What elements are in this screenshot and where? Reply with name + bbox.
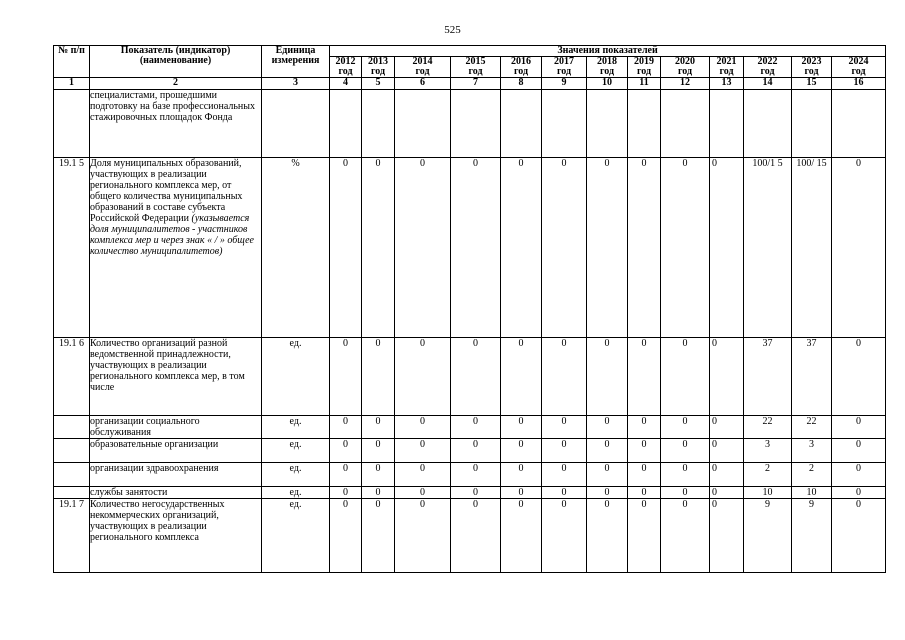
- value-2012: 0: [330, 338, 362, 416]
- table-row: [54, 487, 886, 499]
- value-2015: 0: [451, 158, 501, 338]
- value-2023: 10: [792, 487, 832, 499]
- value-2024: 0: [832, 439, 886, 463]
- column-number: 16: [832, 78, 886, 90]
- value-2018: 0: [587, 158, 628, 338]
- column-number: 11: [628, 78, 661, 90]
- value-2020: 0: [661, 499, 710, 573]
- header-year-value: 2012: [335, 56, 356, 67]
- header-year-2019: [628, 57, 661, 78]
- table-body: [54, 90, 886, 573]
- value-2017: 0: [542, 463, 587, 487]
- value-2013: 0: [362, 439, 395, 463]
- value-2014: 0: [395, 338, 451, 416]
- header-year-2012: [330, 57, 362, 78]
- value-2014: 0: [395, 463, 451, 487]
- value-2013: [362, 90, 395, 158]
- unit: ед.: [262, 463, 330, 487]
- header-year-suffix: год: [338, 66, 353, 77]
- header-year-suffix: год: [719, 66, 734, 77]
- indicator-name: [90, 416, 262, 439]
- value-2017: 0: [542, 487, 587, 499]
- column-number: 6: [395, 78, 451, 90]
- value-2019: 0: [628, 439, 661, 463]
- value-2021: 0: [710, 499, 744, 573]
- unit: ед.: [262, 439, 330, 463]
- value-2016: [501, 90, 542, 158]
- header-year-suffix: год: [760, 66, 775, 77]
- value-2017: 0: [542, 158, 587, 338]
- value-2016: 0: [501, 158, 542, 338]
- value-2013: 0: [362, 158, 395, 338]
- unit: ед.: [262, 499, 330, 573]
- column-numbers-row: [54, 78, 886, 90]
- header-year-suffix: год: [468, 66, 483, 77]
- value-2014: 0: [395, 416, 451, 439]
- column-number: 8: [501, 78, 542, 90]
- value-2018: [587, 90, 628, 158]
- row-number: 19.1 7: [54, 499, 90, 573]
- header-year-suffix: год: [677, 66, 693, 77]
- table-row: [54, 158, 886, 338]
- table-row: [54, 90, 886, 158]
- column-number: 10: [587, 78, 628, 90]
- indicator-name-text: специалистами, прошедшими подготовку на базе профессиональных стажировочных площадок Фонда: [90, 90, 255, 123]
- value-2015: 0: [451, 338, 501, 416]
- row-number: [54, 90, 90, 158]
- value-2018: 0: [587, 463, 628, 487]
- unit: ед.: [262, 338, 330, 416]
- column-number: 14: [744, 78, 792, 90]
- value-2015: [451, 90, 501, 158]
- header-year-suffix: год: [370, 66, 386, 77]
- value-2023: 9: [792, 499, 832, 573]
- value-2014: 0: [395, 487, 451, 499]
- value-2014: [395, 90, 451, 158]
- header-year-2016: [501, 57, 542, 78]
- value-2012: [330, 90, 362, 158]
- column-number: 13: [710, 78, 744, 90]
- unit: [262, 90, 330, 158]
- header-year-2020: [661, 57, 710, 78]
- header-year-2024: [832, 57, 886, 78]
- column-number: 1: [54, 78, 90, 90]
- value-2014: 0: [395, 158, 451, 338]
- column-number: 2: [90, 78, 262, 90]
- value-2016: 0: [501, 439, 542, 463]
- indicator-name-text: образовательные организации: [90, 439, 219, 450]
- value-2017: 0: [542, 338, 587, 416]
- table-row: [54, 439, 886, 463]
- indicator-name-text: Количество негосударственных некоммерческих организаций, участвующих в реализации регионального комплекса: [90, 499, 225, 543]
- column-number: 7: [451, 78, 501, 90]
- value-2016: 0: [501, 338, 542, 416]
- indicator-name: [90, 439, 262, 463]
- header-year-suffix: год: [513, 66, 529, 77]
- row-number: [54, 439, 90, 463]
- value-2014: 0: [395, 499, 451, 573]
- column-number: 3: [262, 78, 330, 90]
- value-2015: 0: [451, 463, 501, 487]
- indicator-name-note: (указывается доля муниципалитетов - участников комплекса мер и через знак « / » общее количество муниципалитетов): [90, 213, 254, 257]
- header-year-2021: [710, 57, 744, 78]
- value-2022: 22: [744, 416, 792, 439]
- value-2021: 0: [710, 416, 744, 439]
- header-year-2013: [362, 57, 395, 78]
- value-2021: 0: [710, 463, 744, 487]
- header-year-2018: [587, 57, 628, 78]
- header-year-suffix: год: [636, 66, 652, 77]
- value-2024: 0: [832, 416, 886, 439]
- header-year-2015: [451, 57, 501, 78]
- value-2015: 0: [451, 416, 501, 439]
- indicator-name: [90, 338, 262, 416]
- value-2020: [661, 90, 710, 158]
- value-2012: 0: [330, 463, 362, 487]
- value-2012: 0: [330, 158, 362, 338]
- value-2012: 0: [330, 439, 362, 463]
- header-year-value: 2019: [634, 56, 654, 67]
- value-2020: 0: [661, 158, 710, 338]
- column-number: 12: [661, 78, 710, 90]
- unit: ед.: [262, 416, 330, 439]
- header-indicator: Показатель (индикатор) (наименование): [90, 46, 262, 78]
- value-2016: 0: [501, 487, 542, 499]
- value-2020: 0: [661, 416, 710, 439]
- value-2013: 0: [362, 338, 395, 416]
- value-2023: 22: [792, 416, 832, 439]
- value-2022: 2: [744, 463, 792, 487]
- value-2022: 3: [744, 439, 792, 463]
- value-2017: 0: [542, 439, 587, 463]
- value-2021: [710, 90, 744, 158]
- value-2015: 0: [451, 499, 501, 573]
- page-number: 525: [444, 24, 461, 36]
- row-number: 19.1 5: [54, 158, 90, 338]
- column-number: 4: [330, 78, 362, 90]
- value-2020: 0: [661, 463, 710, 487]
- value-2021: 0: [710, 487, 744, 499]
- indicator-name-text: Доля муниципальных образований, участвующих в реализации регионального комплекса мер, от общего количества муниципальных образований в составе субъекта Российской Федерации: [90, 158, 243, 224]
- header-values-group: Значения показателей: [330, 46, 886, 57]
- row-number: [54, 416, 90, 439]
- value-2017: 0: [542, 499, 587, 573]
- header-year-2017: [542, 57, 587, 78]
- header-num: № п/п: [54, 46, 90, 78]
- header-year-value: 2016: [511, 56, 531, 67]
- value-2023: 3: [792, 439, 832, 463]
- indicator-name-text: организации здравоохранения: [90, 463, 219, 474]
- column-number: 9: [542, 78, 587, 90]
- header-unit: Единица измерения: [262, 46, 330, 78]
- value-2019: 0: [628, 338, 661, 416]
- header-year-suffix: год: [415, 66, 430, 77]
- header-year-2014: [395, 57, 451, 78]
- header-year-value: 2021: [716, 56, 737, 67]
- value-2020: 0: [661, 439, 710, 463]
- header-year-2023: [792, 57, 832, 78]
- value-2024: 0: [832, 338, 886, 416]
- header-year-value: 2014: [412, 56, 433, 67]
- row-number: [54, 487, 90, 499]
- table-row: [54, 416, 886, 439]
- value-2016: 0: [501, 416, 542, 439]
- row-number: [54, 463, 90, 487]
- value-2018: 0: [587, 439, 628, 463]
- header-year-suffix: год: [599, 66, 615, 77]
- value-2023: 37: [792, 338, 832, 416]
- value-2012: 0: [330, 499, 362, 573]
- value-2016: 0: [501, 463, 542, 487]
- unit: %: [262, 158, 330, 338]
- value-2023: 100/ 15: [792, 158, 832, 338]
- value-2024: [832, 90, 886, 158]
- table-row: [54, 338, 886, 416]
- value-2013: 0: [362, 487, 395, 499]
- value-2023: 2: [792, 463, 832, 487]
- value-2018: 0: [587, 338, 628, 416]
- value-2014: 0: [395, 439, 451, 463]
- indicator-name: [90, 487, 262, 499]
- value-2017: 0: [542, 416, 587, 439]
- value-2019: 0: [628, 499, 661, 573]
- header-row-1: [54, 46, 886, 57]
- value-2019: 0: [628, 158, 661, 338]
- value-2013: 0: [362, 416, 395, 439]
- value-2013: 0: [362, 463, 395, 487]
- indicator-name: [90, 90, 262, 158]
- value-2021: 0: [710, 338, 744, 416]
- unit: ед.: [262, 487, 330, 499]
- value-2018: 0: [587, 499, 628, 573]
- indicator-name: [90, 499, 262, 573]
- header-year-suffix: год: [556, 66, 572, 77]
- value-2022: 10: [744, 487, 792, 499]
- value-2012: 0: [330, 416, 362, 439]
- value-2013: 0: [362, 499, 395, 573]
- value-2023: [792, 90, 832, 158]
- value-2019: [628, 90, 661, 158]
- value-2024: 0: [832, 487, 886, 499]
- row-number: 19.1 6: [54, 338, 90, 416]
- header-year-value: 2024: [848, 56, 869, 67]
- value-2024: 0: [832, 158, 886, 338]
- indicator-name-text: Количество организаций разной ведомственной принадлежности, участвующих в реализации регионального комплекса мер, в том числе: [90, 338, 245, 393]
- value-2020: 0: [661, 487, 710, 499]
- value-2015: 0: [451, 487, 501, 499]
- value-2021: 0: [710, 158, 744, 338]
- value-2017: [542, 90, 587, 158]
- value-2020: 0: [661, 338, 710, 416]
- header-year-value: 2015: [465, 56, 486, 67]
- indicator-name-text: организации социального обслуживания: [90, 416, 200, 438]
- value-2012: 0: [330, 487, 362, 499]
- value-2024: 0: [832, 499, 886, 573]
- value-2022: 37: [744, 338, 792, 416]
- column-number: 5: [362, 78, 395, 90]
- indicator-name: [90, 158, 262, 338]
- value-2015: 0: [451, 439, 501, 463]
- header-year-value: 2017: [554, 56, 574, 67]
- header-year-suffix: год: [851, 66, 866, 77]
- header-year-value: 2013: [368, 56, 388, 67]
- value-2016: 0: [501, 499, 542, 573]
- header-year-value: 2018: [597, 56, 617, 67]
- header-year-2022: [744, 57, 792, 78]
- header-year-suffix: год: [804, 66, 819, 77]
- value-2021: 0: [710, 439, 744, 463]
- table-row: [54, 499, 886, 573]
- header-year-value: 2022: [757, 56, 778, 67]
- value-2019: 0: [628, 487, 661, 499]
- value-2019: 0: [628, 463, 661, 487]
- value-2022: [744, 90, 792, 158]
- value-2018: 0: [587, 416, 628, 439]
- indicator-name: [90, 463, 262, 487]
- table-row: [54, 463, 886, 487]
- indicators-table: [53, 45, 886, 573]
- value-2018: 0: [587, 487, 628, 499]
- value-2019: 0: [628, 416, 661, 439]
- indicator-name-text: службы занятости: [90, 487, 168, 498]
- column-number: 15: [792, 78, 832, 90]
- header-year-value: 2023: [801, 56, 822, 67]
- value-2022: 9: [744, 499, 792, 573]
- value-2024: 0: [832, 463, 886, 487]
- value-2022: 100/1 5: [744, 158, 792, 338]
- header-year-value: 2020: [675, 56, 695, 67]
